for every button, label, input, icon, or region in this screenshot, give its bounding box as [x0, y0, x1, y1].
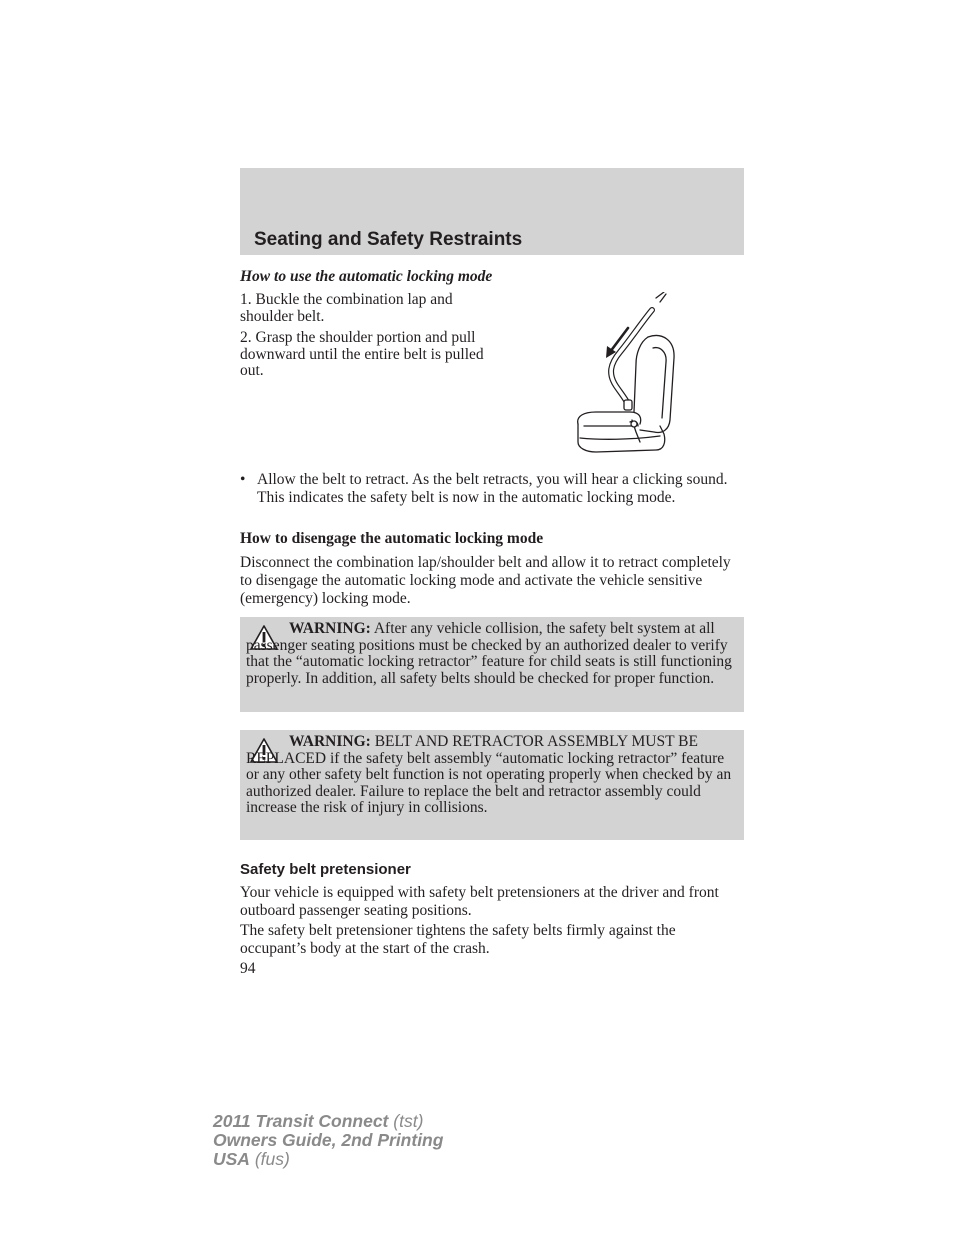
footer-market: USA — [213, 1149, 250, 1169]
section-header-band — [240, 168, 744, 255]
seat-belt-pull-illustration — [570, 292, 680, 457]
page-number: 94 — [240, 960, 256, 977]
pretensioner-paragraph-1: Your vehicle is equipped with safety belt pretensioners at the driver and front outboard passenger seating positions. — [240, 884, 719, 919]
pretensioner-heading: Safety belt pretensioner — [240, 861, 411, 878]
warning-box-1 — [240, 617, 744, 712]
warning-lead-2: WARNING: — [289, 733, 371, 750]
footer-model-code: (tst) — [393, 1111, 424, 1131]
section-title: Seating and Safety Restraints — [254, 229, 523, 250]
warning-lead-1: WARNING: — [289, 620, 371, 637]
footer-line-1 — [213, 1112, 443, 1131]
disengage-paragraph: Disconnect the combination lap/shoulder belt and allow it to retract completely to disengage the automatic locking mode and activate the vehicle sensitive (emergency) locking mode. — [240, 554, 731, 607]
warning-body-1: After any vehicle collision, the safety belt system at all passenger seating positions must be checked by an authorized dealer to verify that the “automatic locking retractor” feature for child seats is still functioning properly. In addition, all safety belts should be checked for proper function. — [246, 620, 732, 687]
footer-model: 2011 Transit Connect — [213, 1111, 389, 1131]
pretensioner-paragraph-2: The safety belt pretensioner tightens the safety belts firmly against the occupant’s body at the start of the crash. — [240, 922, 676, 957]
footer-guide-edition: Owners Guide, 2nd Printing — [213, 1130, 444, 1150]
disengage-heading: How to disengage the automatic locking mode — [240, 530, 544, 547]
step-2-text: 2. Grasp the shoulder portion and pull downward until the entire belt is pulled out. — [240, 329, 484, 379]
bullet-text: Allow the belt to retract. As the belt retracts, you will hear a clicking sound. This indicates the safety belt is now in the automatic locking mode. — [257, 471, 728, 506]
footer-line-2 — [213, 1131, 443, 1150]
footer-market-code: (fus) — [254, 1149, 290, 1169]
warning-body-2: BELT AND RETRACTOR ASSEMBLY MUST BE REPLACED if the safety belt assembly “automatic locking retractor” feature or any other safety belt function is not operating properly when checked by an authorized dealer. Failure to replace the belt and retractor assembly could increase the risk of injury in collisions. — [246, 733, 732, 816]
footer-line-3 — [213, 1150, 443, 1169]
automatic-locking-heading: How to use the automatic locking mode — [240, 268, 493, 285]
document-footer — [213, 1112, 443, 1169]
warning-box-2 — [240, 730, 744, 840]
bullet-dot: • — [240, 471, 246, 488]
warning-text-2 — [246, 734, 738, 817]
step-1-text: 1. Buckle the combination lap and shoulder belt. — [240, 291, 453, 325]
warning-text-1 — [246, 621, 738, 687]
